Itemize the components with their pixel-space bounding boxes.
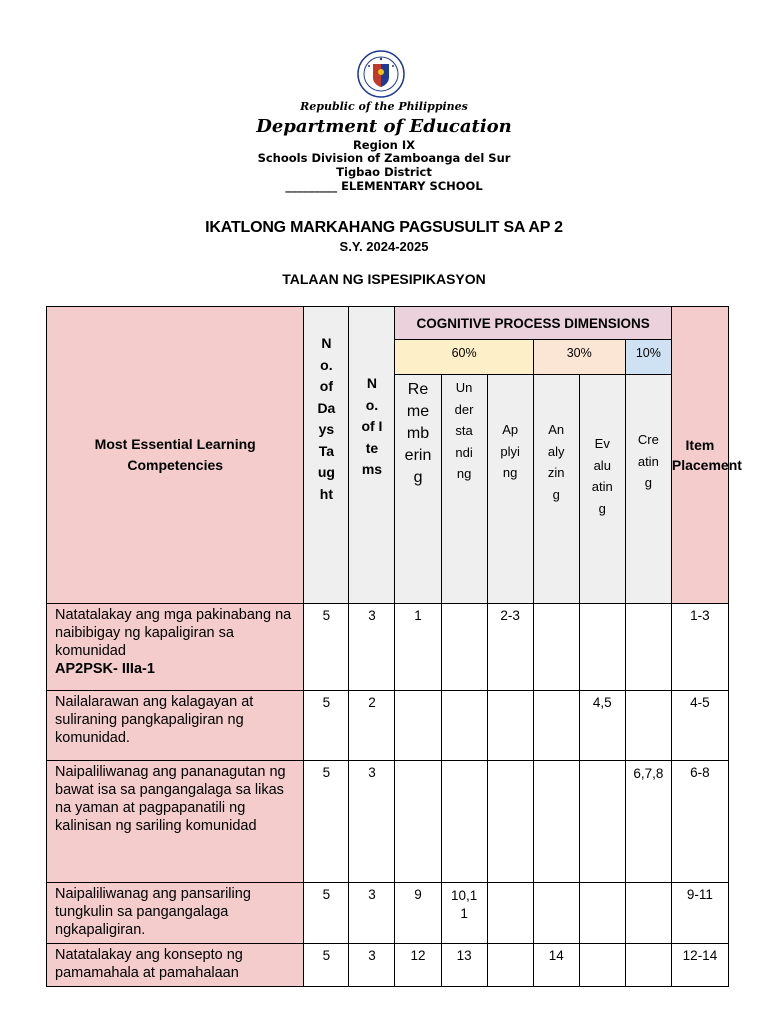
- remembering-cell: [395, 691, 441, 761]
- pct-60: 60%: [395, 340, 533, 375]
- competency-cell: Natatalakay ang mga pakinabang na naibibigay ng kapaligiran sa komunidad AP2PSK- IIIa-1: [47, 604, 304, 691]
- competencies-header: Most Essential Learning Competencies: [47, 307, 304, 604]
- analyzing-cell: [533, 761, 579, 883]
- specification-table: [46, 306, 742, 987]
- pct-10: 10%: [625, 340, 671, 375]
- creating-cell: [625, 883, 671, 944]
- competency-cell: Nailalarawan ang kalagayan at suliraning pangkapaligiran ng komunidad.: [47, 691, 304, 761]
- competency-code: AP2PSK- IIIa-1: [55, 661, 155, 677]
- creating-cell: [625, 604, 671, 691]
- placement-header: Item Placement: [671, 307, 728, 604]
- table-row: [47, 691, 729, 761]
- days-cell: 5: [304, 761, 349, 883]
- table-row: [47, 761, 729, 883]
- days-cell: 5: [304, 944, 349, 987]
- days-header: No. of Days Taught: [304, 307, 349, 604]
- table-subtitle: TALAAN NG ISPESIPIKASYON: [282, 271, 486, 287]
- table-row: [47, 604, 729, 691]
- cpd-header: COGNITIVE PROCESS DIMENSIONS: [395, 307, 671, 340]
- evaluating-cell: [579, 883, 625, 944]
- competency-cell: Naipaliliwanag ang pansariling tungkulin sa pangangalaga ngkapaligiran.: [47, 883, 304, 944]
- creating-cell: [625, 691, 671, 761]
- items-cell: 3: [349, 761, 395, 883]
- analyzing-cell: 14: [533, 944, 579, 987]
- table-row: [47, 883, 729, 944]
- evaluating-cell: [579, 761, 625, 883]
- exam-title: IKATLONG MARKAHANG PAGSUSULIT SA AP 2: [205, 219, 563, 236]
- applying-cell: [487, 691, 533, 761]
- analyzing-cell: [533, 604, 579, 691]
- division-line: Schools Division of Zamboanga del Sur: [257, 151, 511, 165]
- items-cell: 3: [349, 604, 395, 691]
- deped-seal-logo: [357, 50, 405, 98]
- analyzing-cell: [533, 691, 579, 761]
- items-header: No. of Items: [349, 307, 395, 604]
- placement-cell: 9-11: [671, 883, 728, 944]
- understanding-cell: 13: [441, 944, 487, 987]
- understanding-cell: [441, 761, 487, 883]
- applying-cell: [487, 761, 533, 883]
- understanding-cell: [441, 691, 487, 761]
- evaluating-cell: [579, 604, 625, 691]
- applying-cell: [487, 944, 533, 987]
- analyzing-header: Analyzing: [533, 375, 579, 604]
- department-heading: Department of Education: [256, 116, 512, 137]
- items-cell: 3: [349, 944, 395, 987]
- remembering-cell: [395, 761, 441, 883]
- creating-cell: 6,7,8: [625, 761, 671, 883]
- district-line: Tigbao District: [336, 165, 432, 179]
- days-cell: 5: [304, 691, 349, 761]
- evaluating-header: Evaluating: [579, 375, 625, 604]
- remembering-cell: 9: [395, 883, 441, 944]
- evaluating-cell: [579, 944, 625, 987]
- table-row: [47, 944, 729, 987]
- remembering-cell: 12: [395, 944, 441, 987]
- days-cell: 5: [304, 604, 349, 691]
- competency-cell: Naipaliliwanag ang pananagutan ng bawat isa sa pangangalaga sa likas na yaman at pagpapanatili ng kalinisan ng sariling komunidad: [47, 761, 304, 883]
- placement-cell: 6-8: [671, 761, 728, 883]
- placement-cell: 1-3: [671, 604, 728, 691]
- items-cell: 2: [349, 691, 395, 761]
- pct-30: 30%: [533, 340, 625, 375]
- school-year: S.Y. 2024-2025: [339, 239, 429, 254]
- placement-cell: 12-14: [671, 944, 728, 987]
- applying-header: Applying: [487, 375, 533, 604]
- region-line: Region IX: [352, 138, 416, 152]
- competency-cell: Natatalakay ang konsepto ng pamamahala at pamahalaan: [47, 944, 304, 987]
- understanding-cell: [441, 604, 487, 691]
- creating-cell: [625, 944, 671, 987]
- understanding-cell: 10,11: [441, 883, 487, 944]
- placement-cell: 4-5: [671, 691, 728, 761]
- items-cell: 3: [349, 883, 395, 944]
- republic-heading: Republic of the Philippines: [300, 100, 468, 113]
- remembering-header: Remembering: [395, 375, 441, 604]
- school-line: _________ ELEMENTARY SCHOOL: [285, 179, 483, 193]
- remembering-cell: 1: [395, 604, 441, 691]
- analyzing-cell: [533, 883, 579, 944]
- applying-cell: 2-3: [487, 604, 533, 691]
- evaluating-cell: 4,5: [579, 691, 625, 761]
- days-cell: 5: [304, 883, 349, 944]
- understanding-header: Understanding: [441, 375, 487, 604]
- creating-header: Creating: [625, 375, 671, 604]
- applying-cell: [487, 883, 533, 944]
